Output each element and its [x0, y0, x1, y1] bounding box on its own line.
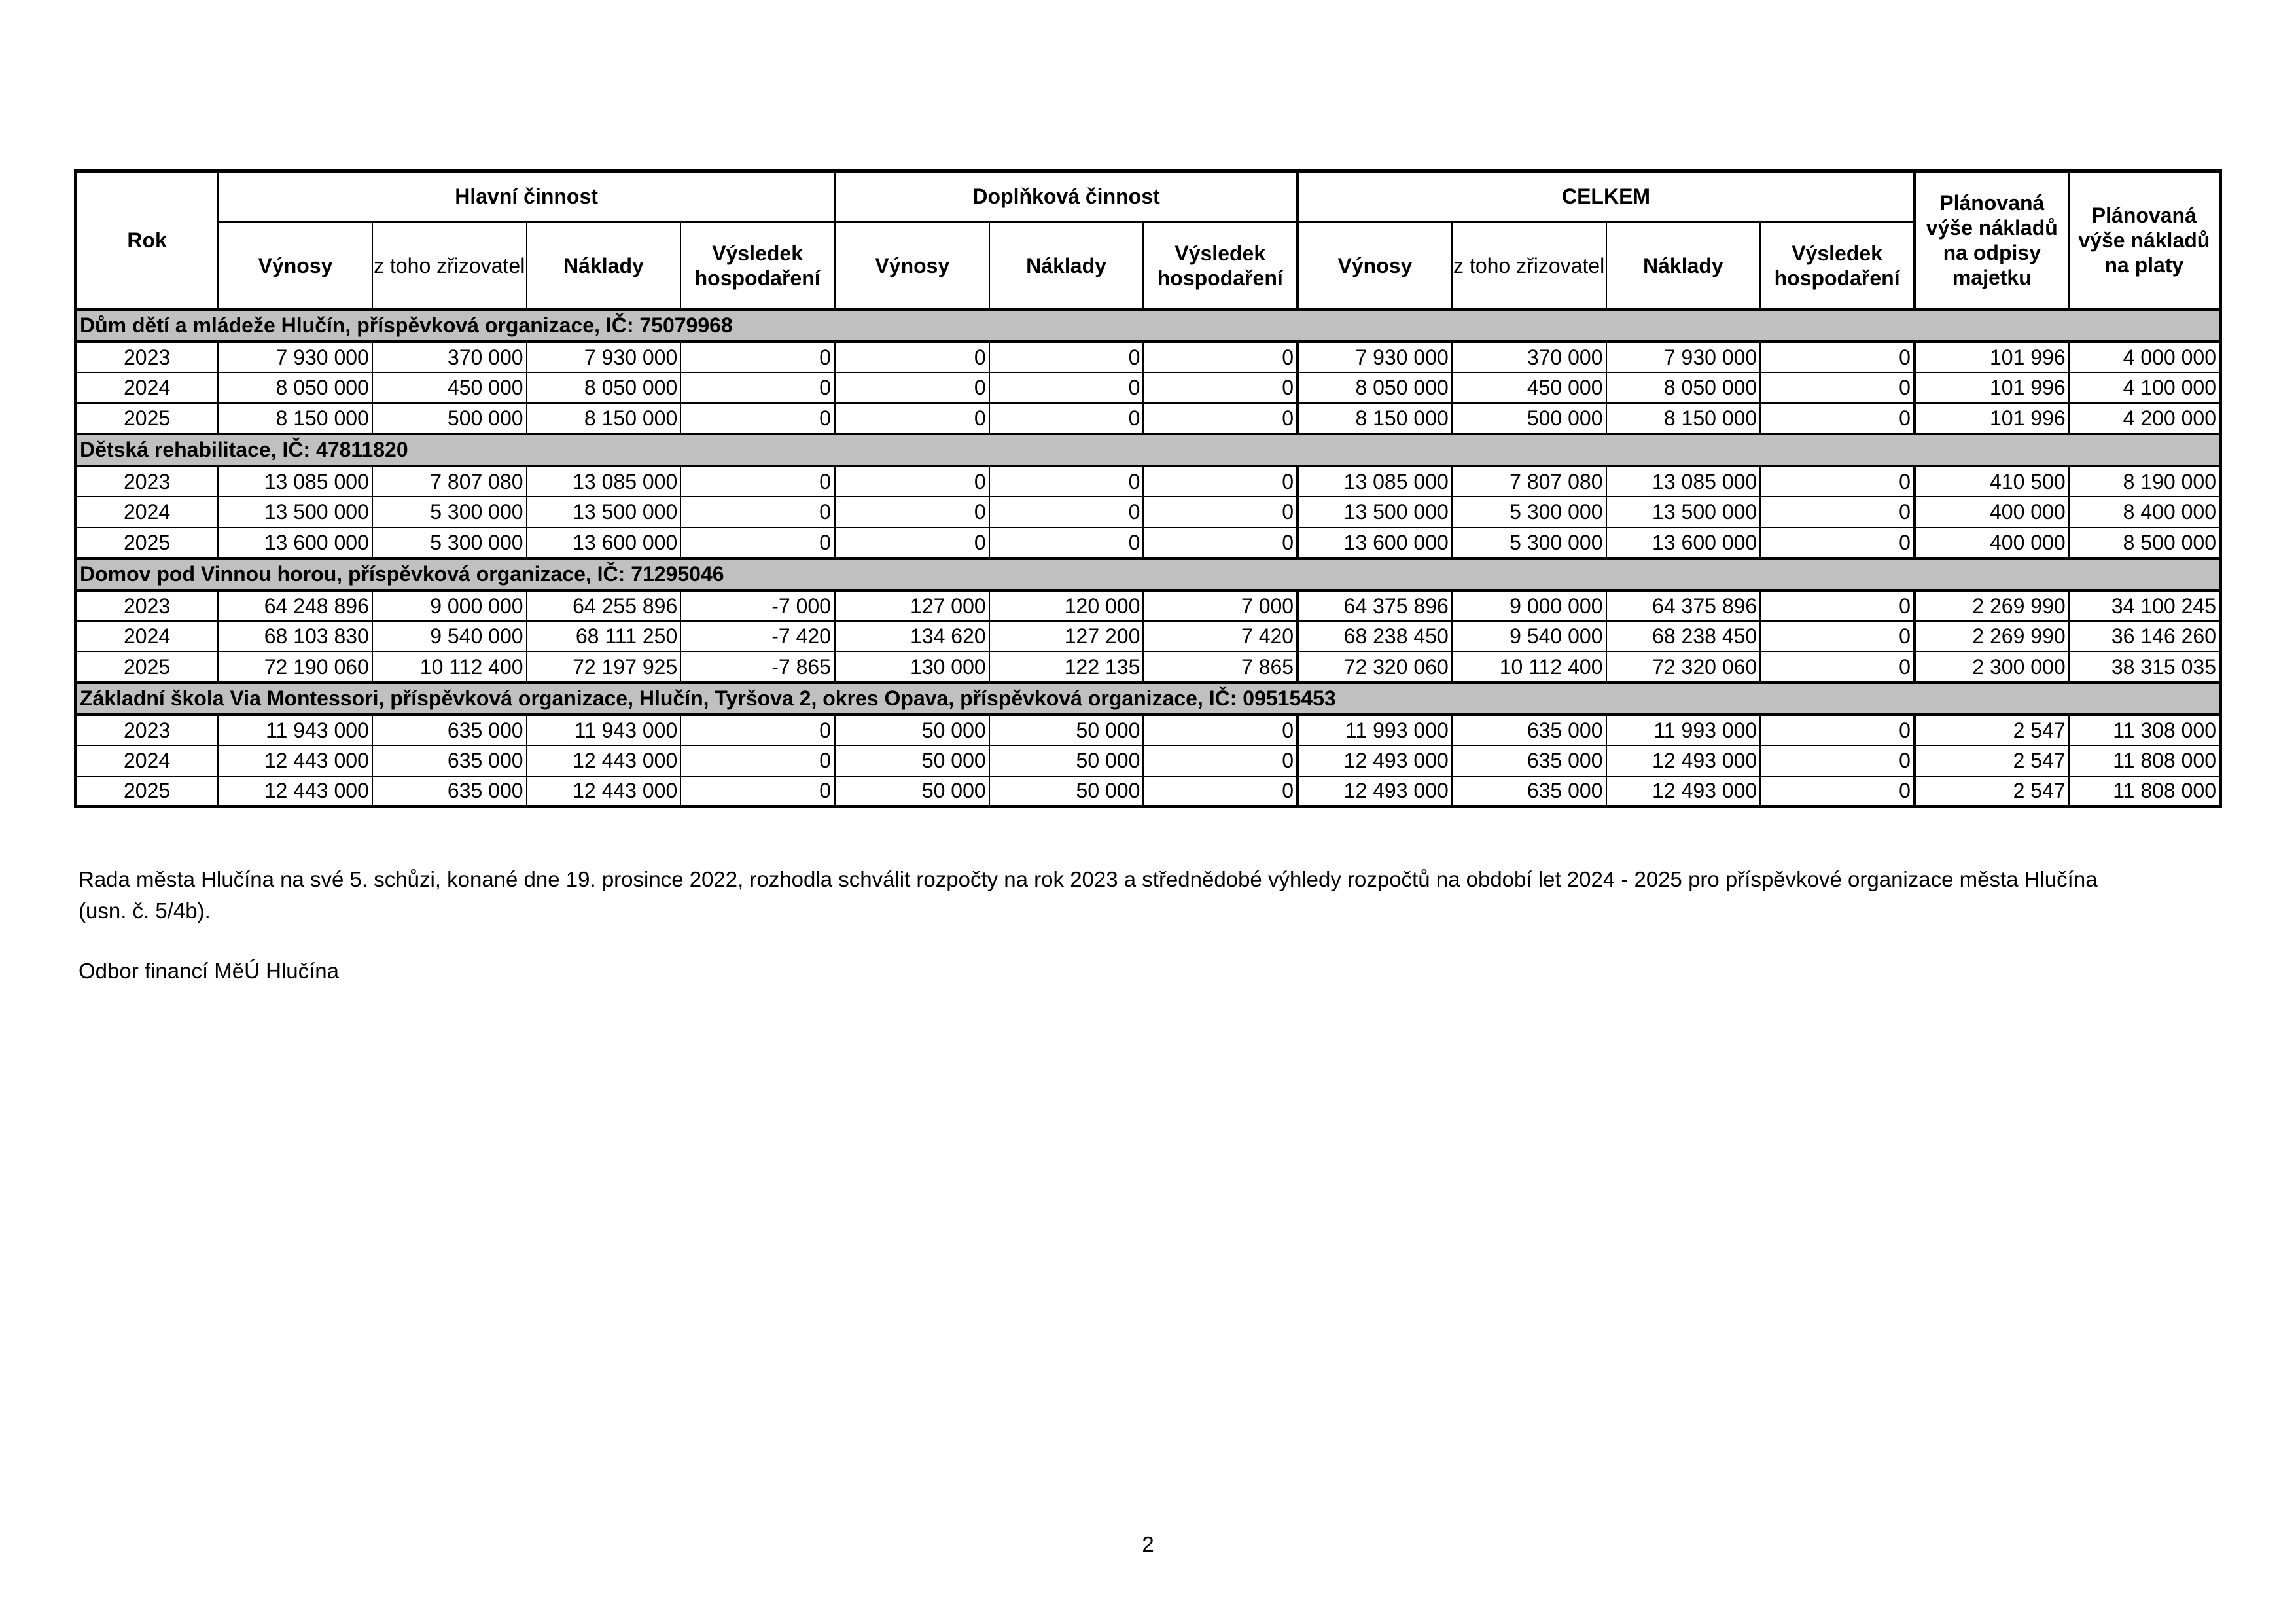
value-cell: 8 150 000 [218, 403, 372, 434]
organization-row [76, 683, 2221, 715]
header-hlavni-vysledek: Výsledek hospodaření [680, 222, 835, 310]
organization-row [76, 558, 2221, 590]
organization-name: Základní škola Via Montessori, příspěvková organizace, Hlučín, Tyršova 2, okres Opava, příspěvková organizace, IČ: 09515453 [76, 683, 2221, 715]
value-cell: 11 808 000 [2069, 776, 2221, 807]
year-cell: 2024 [76, 497, 219, 527]
value-cell: 450 000 [1452, 372, 1606, 403]
organization-row [76, 434, 2221, 466]
value-cell: 0 [989, 342, 1144, 372]
header-celkem-vynosy: Výnosy [1298, 222, 1452, 310]
value-cell: 0 [835, 342, 989, 372]
value-cell: 635 000 [372, 745, 527, 776]
value-cell: -7 865 [680, 652, 835, 683]
year-cell: 2025 [76, 652, 219, 683]
value-cell: 4 100 000 [2069, 372, 2221, 403]
value-cell: 11 808 000 [2069, 745, 2221, 776]
header-platy: Plánovaná výše nákladů na platy [2069, 171, 2221, 310]
table-row [76, 652, 2221, 683]
value-cell: 7 807 080 [1452, 466, 1606, 497]
value-cell: 101 996 [1915, 372, 2069, 403]
value-cell: 12 443 000 [218, 776, 372, 807]
header-celkem-vysledek: Výsledek hospodaření [1760, 222, 1915, 310]
value-cell: 0 [989, 497, 1144, 527]
value-cell: 101 996 [1915, 342, 2069, 372]
header-doplnkova-naklady: Náklady [989, 222, 1144, 310]
value-cell: 0 [1760, 652, 1915, 683]
value-cell: -7 000 [680, 590, 835, 621]
value-cell: 10 112 400 [1452, 652, 1606, 683]
value-cell: 12 493 000 [1606, 776, 1761, 807]
council-resolution-note: Rada města Hlučína na své 5. schůzi, konané dne 19. prosince 2022, rozhodla schválit rozpočty na rok 2023 a střednědobé výhledy rozpočtů na období let 2024 - 2025 pro příspěvkové organizace města Hlučína (usn. č. 5/4b). [79, 867, 2098, 923]
value-cell: 0 [835, 527, 989, 558]
value-cell: 0 [1143, 776, 1298, 807]
value-cell: 64 375 896 [1298, 590, 1452, 621]
value-cell: 13 600 000 [218, 527, 372, 558]
value-cell: 4 200 000 [2069, 403, 2221, 434]
value-cell: 500 000 [372, 403, 527, 434]
value-cell: 0 [1760, 715, 1915, 745]
value-cell: 12 493 000 [1606, 745, 1761, 776]
organization-name: Dětská rehabilitace, IČ: 47811820 [76, 434, 2221, 466]
value-cell: 0 [680, 527, 835, 558]
value-cell: 8 190 000 [2069, 466, 2221, 497]
value-cell: 0 [989, 466, 1144, 497]
value-cell: 72 320 060 [1606, 652, 1761, 683]
value-cell: 5 300 000 [372, 527, 527, 558]
year-cell: 2025 [76, 527, 219, 558]
value-cell: 13 500 000 [218, 497, 372, 527]
value-cell: 50 000 [989, 745, 1144, 776]
value-cell: 0 [1143, 527, 1298, 558]
value-cell: 127 200 [989, 621, 1144, 652]
value-cell: 0 [1143, 715, 1298, 745]
value-cell: 0 [1760, 403, 1915, 434]
header-hlavni-cinnost: Hlavní činnost [218, 171, 835, 222]
value-cell: 7 420 [1143, 621, 1298, 652]
year-cell: 2023 [76, 342, 219, 372]
value-cell: 50 000 [989, 715, 1144, 745]
value-cell: 635 000 [1452, 715, 1606, 745]
year-cell: 2023 [76, 466, 219, 497]
year-cell: 2024 [76, 621, 219, 652]
value-cell: 8 500 000 [2069, 527, 2221, 558]
value-cell: 8 150 000 [1298, 403, 1452, 434]
value-cell: 13 085 000 [1298, 466, 1452, 497]
value-cell: 13 085 000 [527, 466, 681, 497]
value-cell: 8 050 000 [527, 372, 681, 403]
value-cell: 635 000 [1452, 776, 1606, 807]
value-cell: 8 400 000 [2069, 497, 2221, 527]
header-doplnkova-cinnost: Doplňková činnost [835, 171, 1298, 222]
table-row [76, 745, 2221, 776]
value-cell: 0 [1760, 745, 1915, 776]
value-cell: 12 493 000 [1298, 745, 1452, 776]
value-cell: 0 [680, 745, 835, 776]
value-cell: 2 300 000 [1915, 652, 2069, 683]
value-cell: 410 500 [1915, 466, 2069, 497]
value-cell: 11 308 000 [2069, 715, 2221, 745]
value-cell: 64 375 896 [1606, 590, 1761, 621]
value-cell: 9 000 000 [372, 590, 527, 621]
table-row [76, 776, 2221, 807]
page-number: 2 [1142, 1532, 1154, 1556]
value-cell: 0 [989, 403, 1144, 434]
header-hlavni-naklady: Náklady [527, 222, 681, 310]
value-cell: 400 000 [1915, 527, 2069, 558]
header-rok: Rok [76, 171, 219, 310]
value-cell: 2 547 [1915, 776, 2069, 807]
value-cell: 13 600 000 [1606, 527, 1761, 558]
value-cell: 2 269 990 [1915, 621, 2069, 652]
value-cell: 13 500 000 [527, 497, 681, 527]
value-cell: 13 600 000 [527, 527, 681, 558]
value-cell: 370 000 [372, 342, 527, 372]
value-cell: 68 238 450 [1606, 621, 1761, 652]
value-cell: 0 [1760, 342, 1915, 372]
value-cell: 0 [989, 372, 1144, 403]
budget-table [74, 169, 2222, 808]
value-cell: 50 000 [835, 715, 989, 745]
value-cell: 68 111 250 [527, 621, 681, 652]
value-cell: 9 540 000 [372, 621, 527, 652]
value-cell: 0 [680, 372, 835, 403]
value-cell: 0 [835, 403, 989, 434]
value-cell: 12 443 000 [527, 776, 681, 807]
header-celkem: CELKEM [1298, 171, 1915, 222]
value-cell: 13 600 000 [1298, 527, 1452, 558]
value-cell: 50 000 [835, 776, 989, 807]
value-cell: 12 443 000 [527, 745, 681, 776]
value-cell: 7 930 000 [1298, 342, 1452, 372]
value-cell: 0 [1760, 527, 1915, 558]
value-cell: 8 050 000 [1298, 372, 1452, 403]
value-cell: 0 [1143, 745, 1298, 776]
value-cell: 8 150 000 [1606, 403, 1761, 434]
table-row [76, 715, 2221, 745]
value-cell: 0 [680, 497, 835, 527]
value-cell: 0 [680, 715, 835, 745]
table-row [76, 403, 2221, 434]
value-cell: 68 103 830 [218, 621, 372, 652]
value-cell: 11 993 000 [1606, 715, 1761, 745]
value-cell: 0 [680, 403, 835, 434]
value-cell: 72 320 060 [1298, 652, 1452, 683]
value-cell: 12 443 000 [218, 745, 372, 776]
value-cell: 50 000 [835, 745, 989, 776]
value-cell: 101 996 [1915, 403, 2069, 434]
header-celkem-z-toho: z toho zřizovatel [1452, 222, 1606, 310]
value-cell: 10 112 400 [372, 652, 527, 683]
value-cell: 7 930 000 [1606, 342, 1761, 372]
header-doplnkova-vysledek: Výsledek hospodaření [1143, 222, 1298, 310]
value-cell: 0 [680, 466, 835, 497]
value-cell: 11 943 000 [527, 715, 681, 745]
value-cell: 7 865 [1143, 652, 1298, 683]
value-cell: 127 000 [835, 590, 989, 621]
value-cell: 122 135 [989, 652, 1144, 683]
value-cell: 72 197 925 [527, 652, 681, 683]
department-footer: Odbor financí MěÚ Hlučína [79, 959, 340, 983]
header-odpisy: Plánovaná výše nákladů na odpisy majetku [1915, 171, 2069, 310]
value-cell: 2 269 990 [1915, 590, 2069, 621]
value-cell: 12 493 000 [1298, 776, 1452, 807]
value-cell: 72 190 060 [218, 652, 372, 683]
year-cell: 2024 [76, 745, 219, 776]
year-cell: 2025 [76, 403, 219, 434]
value-cell: 635 000 [1452, 745, 1606, 776]
value-cell: 0 [1760, 497, 1915, 527]
value-cell: 68 238 450 [1298, 621, 1452, 652]
year-cell: 2024 [76, 372, 219, 403]
value-cell: -7 420 [680, 621, 835, 652]
value-cell: 0 [835, 372, 989, 403]
value-cell: 4 000 000 [2069, 342, 2221, 372]
header-hlavni-z-toho: z toho zřizovatel [372, 222, 527, 310]
value-cell: 5 300 000 [372, 497, 527, 527]
value-cell: 0 [1760, 466, 1915, 497]
value-cell: 500 000 [1452, 403, 1606, 434]
value-cell: 5 300 000 [1452, 527, 1606, 558]
value-cell: 0 [1760, 776, 1915, 807]
value-cell: 13 500 000 [1606, 497, 1761, 527]
value-cell: 64 255 896 [527, 590, 681, 621]
value-cell: 38 315 035 [2069, 652, 2221, 683]
year-cell: 2023 [76, 590, 219, 621]
value-cell: 7 930 000 [218, 342, 372, 372]
value-cell: 7 000 [1143, 590, 1298, 621]
value-cell: 64 248 896 [218, 590, 372, 621]
header-hlavni-vynosy: Výnosy [218, 222, 372, 310]
value-cell: 635 000 [372, 715, 527, 745]
table-row [76, 527, 2221, 558]
value-cell: 120 000 [989, 590, 1144, 621]
value-cell: 0 [680, 776, 835, 807]
table-row [76, 466, 2221, 497]
value-cell: 0 [1143, 403, 1298, 434]
value-cell: 635 000 [372, 776, 527, 807]
value-cell: 11 993 000 [1298, 715, 1452, 745]
value-cell: 0 [989, 527, 1144, 558]
value-cell: 0 [1143, 497, 1298, 527]
value-cell: 9 000 000 [1452, 590, 1606, 621]
value-cell: 0 [1143, 342, 1298, 372]
year-cell: 2023 [76, 715, 219, 745]
value-cell: 9 540 000 [1452, 621, 1606, 652]
value-cell: 13 085 000 [218, 466, 372, 497]
value-cell: 0 [1760, 590, 1915, 621]
organization-name: Dům dětí a mládeže Hlučín, příspěvková organizace, IČ: 75079968 [76, 310, 2221, 342]
header-celkem-naklady: Náklady [1606, 222, 1761, 310]
value-cell: 2 547 [1915, 715, 2069, 745]
value-cell: 450 000 [372, 372, 527, 403]
organization-name: Domov pod Vinnou horou, příspěvková organizace, IČ: 71295046 [76, 558, 2221, 590]
value-cell: 0 [835, 497, 989, 527]
value-cell: 0 [680, 342, 835, 372]
header-doplnkova-vynosy: Výnosy [835, 222, 989, 310]
value-cell: 7 807 080 [372, 466, 527, 497]
value-cell: 13 500 000 [1298, 497, 1452, 527]
value-cell: 8 150 000 [527, 403, 681, 434]
value-cell: 0 [1760, 372, 1915, 403]
table-row [76, 621, 2221, 652]
value-cell: 34 100 245 [2069, 590, 2221, 621]
value-cell: 370 000 [1452, 342, 1606, 372]
value-cell: 11 943 000 [218, 715, 372, 745]
value-cell: 134 620 [835, 621, 989, 652]
value-cell: 400 000 [1915, 497, 2069, 527]
value-cell: 0 [1143, 466, 1298, 497]
table-body [76, 310, 2221, 807]
value-cell: 130 000 [835, 652, 989, 683]
value-cell: 7 930 000 [527, 342, 681, 372]
table-row [76, 590, 2221, 621]
value-cell: 2 547 [1915, 745, 2069, 776]
organization-row [76, 310, 2221, 342]
value-cell: 0 [1143, 372, 1298, 403]
table-row [76, 372, 2221, 403]
year-cell: 2025 [76, 776, 219, 807]
value-cell: 5 300 000 [1452, 497, 1606, 527]
table-row [76, 342, 2221, 372]
table-row [76, 497, 2221, 527]
value-cell: 13 085 000 [1606, 466, 1761, 497]
value-cell: 50 000 [989, 776, 1144, 807]
value-cell: 8 050 000 [218, 372, 372, 403]
value-cell: 8 050 000 [1606, 372, 1761, 403]
value-cell: 0 [1760, 621, 1915, 652]
value-cell: 0 [835, 466, 989, 497]
value-cell: 36 146 260 [2069, 621, 2221, 652]
